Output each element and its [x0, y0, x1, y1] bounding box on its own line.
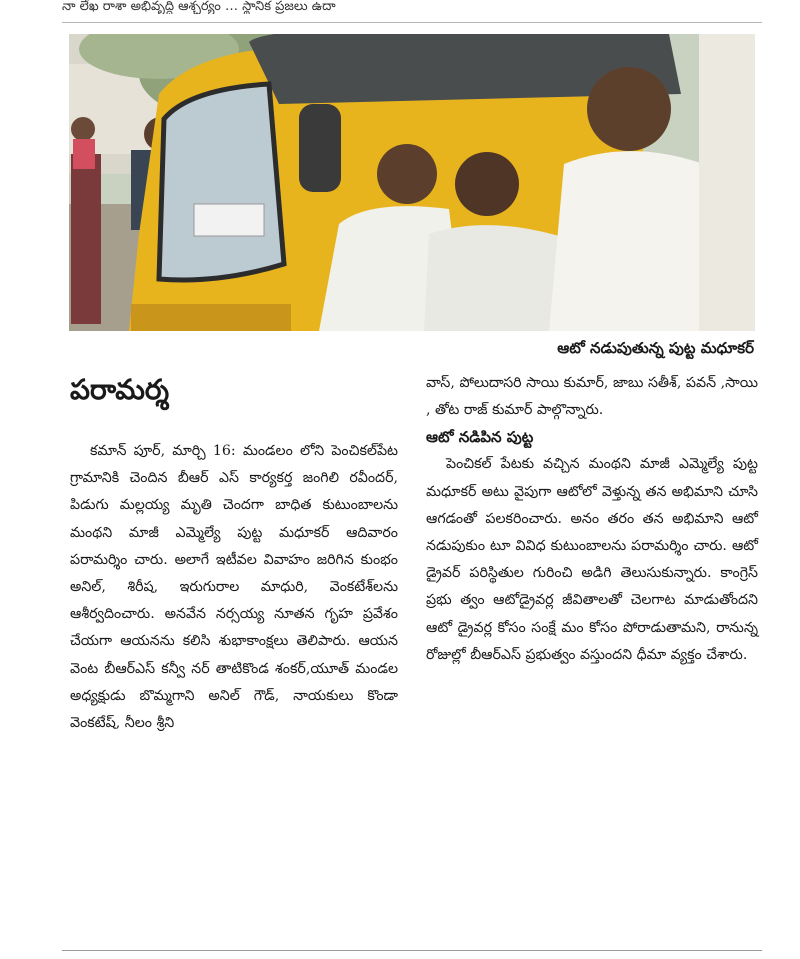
photo-caption: ఆటో నడుపుతున్న పుట్ట మధూకర్: [557, 339, 754, 357]
left-column: [70, 370, 398, 737]
right-body-paragraph: పెంచికల్ పేటకు వచ్చిన మంథని మాజీ ఎమ్మెల్యే పుట్ట మధూకర్ అటు వైపుగా ఆటోలో వెళ్తున్న తన అభిమాని చూసి ఆగడంతో పలకరించారు. అనం తరం తన అభిమాని ఆటో నడుపుకుం టూ వివిధ కుటుంబాలను పరామర్శిం చారు. ఆటో డ్రైవర్ పరిస్థితుల గురించి అడిగి తెలుసుకున్నారు. కాంగ్రెస్ ప్రభు త్వం ఆటోడ్రైవర్ల జీవితాలతో చెలగాట మాడుతోందని ఆటో డ్రైవర్ల కోసం సంక్షే మం కోసం పోరాడుతామని, రానున్న రోజుల్లో బీఆర్ఎస్ ప్రభుత్వం వస్తుందని ధీమా వ్యక్తం చేశారు.: [426, 456, 758, 663]
continued-paragraph: వాస్, పోలుదాసరి సాయి కుమార్, జాబు సతీశ్, పవన్ ,సాయి , తోట రాజ్ కుమార్ పాల్గొన్నారు.: [426, 375, 758, 419]
previous-article-fragment: నా లేఖ రాశా అభివృద్ధి ఆశ్చర్యం … స్థానిక ప్రజలు ఉదా: [62, 0, 336, 14]
top-divider: [62, 22, 762, 23]
article-headline: పరామర్శ: [70, 373, 169, 406]
article-photo: [69, 34, 755, 331]
sub-heading: ఆటో నడిపిన పుట్ట: [426, 428, 534, 447]
bottom-divider: [62, 950, 762, 951]
left-body-paragraph: కమాన్ పూర్, మార్చి 16: మండలం లోని పెంచికల్‌పేట గ్రామానికి చెందిన బీఆర్ ఎస్ కార్యకర్త జంగిలి రవీందర్, పిడుగు మల్లయ్య మృతి చెందగా బాధిత కుటుంబాలను మంథని మాజీ ఎమ్మెల్యే పుట్ట మధూకర్ ఆదివారం పరామర్శిం చారు. అలాగే ఇటీవల వివాహం జరిగిన కుంభం అనిల్, శిరీష, ఇరుగురాల మాధురి, వెంకటేశ్‌లను ఆశీర్వదించారు. అనవేన నర్సయ్య నూతన గృహ ప్రవేశం చేయగా ఆయనను కలిసి శుభాకాంక్షలు తెలిపారు. ఆయన వెంట బీఆర్ఎస్ కన్వీ నర్ తాటికొండ శంకర్,యూత్ మండల అధ్యక్షుడు బొమ్మగాని అనిల్ గౌడ్, నాయకులు కొండా వెంకటేష్, నీలం శ్రీని: [70, 443, 398, 732]
right-column: [426, 370, 758, 669]
